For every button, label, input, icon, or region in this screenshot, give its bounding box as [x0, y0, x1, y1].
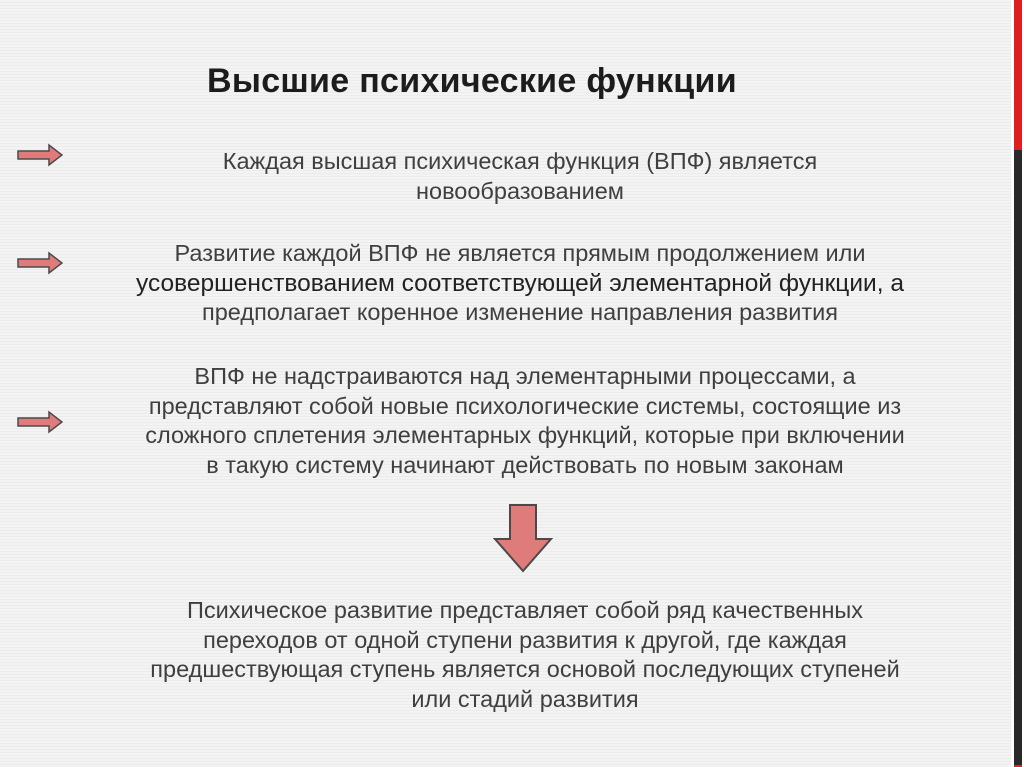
text-line: Развитие каждой ВПФ не является прямым продолжением или — [174, 240, 866, 266]
dark-accent-bar — [1014, 150, 1022, 765]
text-line: усовершенствованием соответствующей элементарной функции, а — [136, 269, 904, 297]
text-line: или стадий развития — [411, 685, 639, 712]
text-line: представляют собой новые психологические системы, состоящие из — [148, 392, 902, 419]
text-line: Каждая высшая психическая функция (ВПФ) является — [222, 148, 818, 174]
text-line: ВПФ не надстраиваются над элементарными процессами, а — [194, 363, 856, 389]
text-line: сложного сплетения элементарных функций, которые при включении — [145, 422, 905, 448]
text-line: в такую систему начинают действовать по новым законам — [206, 451, 844, 478]
paragraph-conclusion — [60, 596, 990, 714]
right-arrow-icon — [17, 143, 63, 167]
text-line: Психическое развитие представляет собой ряд качественных — [186, 597, 864, 623]
paragraph-vpf-definition — [150, 147, 890, 206]
text-line: новообразованием — [416, 177, 624, 204]
down-arrow-icon — [493, 503, 553, 573]
text-line: предшествующая ступень является основой последующих ступеней — [150, 656, 900, 682]
right-frame-accent — [1011, 0, 1024, 767]
slide-title: Высшие психические функции — [207, 62, 737, 100]
text-line: переходов от одной ступени развития к другой, где каждая — [203, 626, 847, 653]
paragraph-vpf-development — [60, 239, 980, 328]
right-arrow-icon — [17, 251, 63, 275]
text-line: предполагает коренное изменение направления развития — [202, 299, 838, 325]
right-arrow-icon — [17, 410, 63, 434]
paragraph-vpf-systems — [60, 362, 990, 480]
